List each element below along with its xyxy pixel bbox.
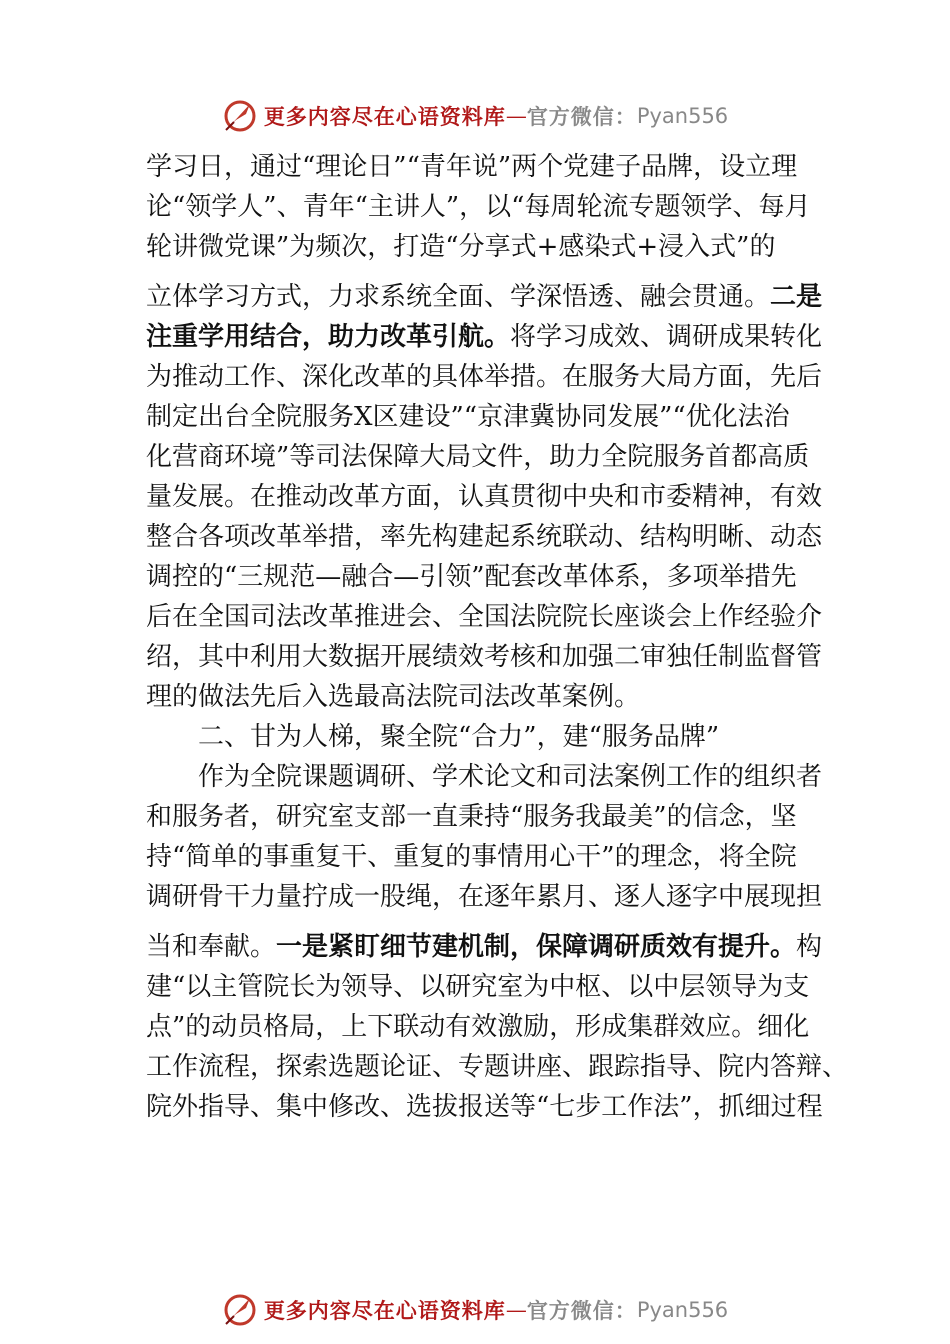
header-brand-text: 更多内容尽在心语资料库 [263,104,506,129]
quill-seal-icon [222,98,258,134]
footer-banner-content [222,1292,728,1328]
text-line [146,187,814,227]
text-run: 作为全院课题调研、学术论文和司法案例工作的组织者 [198,762,823,792]
text-run: 轮讲微党课”为频次，打造“分享式+感染式+浸入式”的 [146,232,776,262]
text-line [146,927,823,967]
text-run: 院外指导、集中修改、选拔报送等“七步工作法”，抓细过程 [146,1092,823,1122]
text-line [146,557,814,597]
text-line [146,677,814,717]
footer-official-label: 官方微信： [526,1298,637,1323]
text-run: 制定出台全院服务X区建设”“京津冀协同发展”“优化法治 [146,402,790,432]
text-line [146,797,814,837]
text-line [146,517,823,557]
text-line [146,357,823,397]
text-line [146,757,823,797]
section-heading [146,717,814,757]
text-run: 点”的动员格局，上下联动有效激励，形成集群效应。细化 [146,1012,810,1042]
text-line [146,277,823,317]
text-line [146,437,814,477]
text-run: 后在全国司法改革推进会、全国法院院长座谈会上作经验介 [146,602,823,632]
text-run: 量发展。在推动改革方面，认真贯彻中央和市委精神，有效 [146,482,823,512]
document-body [146,147,849,1127]
text-run: 构 [796,932,823,962]
text-line [146,477,823,517]
text-line [146,837,814,877]
text-line [146,967,814,1007]
quill-seal-icon [222,1292,258,1328]
footer-brand-text: 更多内容尽在心语资料库 [263,1298,506,1323]
text-run: 二、甘为人梯，聚全院“合力”，建“服务品牌” [198,722,720,752]
text-run: 当和奉献。 [146,932,277,962]
text-run: 绍，其中利用大数据开展绩效考核和加强二审独任制监督管 [146,642,823,672]
footer-banner [0,1290,950,1330]
text-run: 调研骨干力量拧成一股绳，在逐年累月、逐人逐字中展现担 [146,882,823,912]
text-run: 将学习成效、调研成果转化 [510,322,823,352]
text-line [146,1047,849,1087]
header-banner [0,96,950,136]
text-line [146,637,823,677]
text-run: 理的做法先后入选最高法院司法改革案例。 [146,682,641,712]
text-line [146,147,814,187]
text-run: 整合各项改革举措，率先构建起系统联动、结构明晰、动态 [146,522,823,552]
bold-heading-run: 注重学用结合，助力改革引航。 [146,322,511,352]
text-run: 持“简单的事重复干、重复的事情用心干”的理念，将全院 [146,842,797,872]
bold-heading-run: 一是紧盯细节建机制，保障调研质效有提升。 [276,932,797,962]
text-run: 为推动工作、深化改革的具体举措。在服务大局方面，先后 [146,362,823,392]
footer-wechat-id: Pyan556 [636,1298,729,1322]
text-line [146,597,823,637]
text-run: 学习日，通过“理论日”“青年说”两个党建子品牌，设立理 [146,152,798,182]
footer-separator: — [505,1298,527,1322]
text-run: 工作流程，探索选题论证、专题讲座、跟踪指导、院内答辩、 [146,1052,849,1082]
header-wechat-id: Pyan556 [636,104,729,128]
text-run: 和服务者，研究室支部一直秉持“服务我最美”的信念，坚 [146,802,797,832]
header-separator: — [505,104,527,128]
text-run: 调控的“三规范—融合—引领”配套改革体系，多项举措先 [146,562,797,592]
text-line [146,877,823,917]
header-official-label: 官方微信： [526,104,637,129]
text-line [146,397,814,437]
text-run: 建“以主管院长为领导、以研究室为中枢、以中层领导为支 [146,972,810,1002]
text-run: 论“领学人”、青年“主讲人”，以“每周轮流专题领学、每月 [146,192,811,222]
text-run: 化营商环境”等司法保障大局文件，助力全院服务首都高质 [146,442,810,472]
text-line [146,1007,814,1047]
text-line [146,1087,823,1127]
text-line [146,227,814,267]
text-run: 立体学习方式，力求系统全面、学深悟透、融会贯通。 [146,282,771,312]
bold-heading-run: 二是 [770,282,823,312]
text-line [146,317,823,357]
header-banner-content [222,98,728,134]
